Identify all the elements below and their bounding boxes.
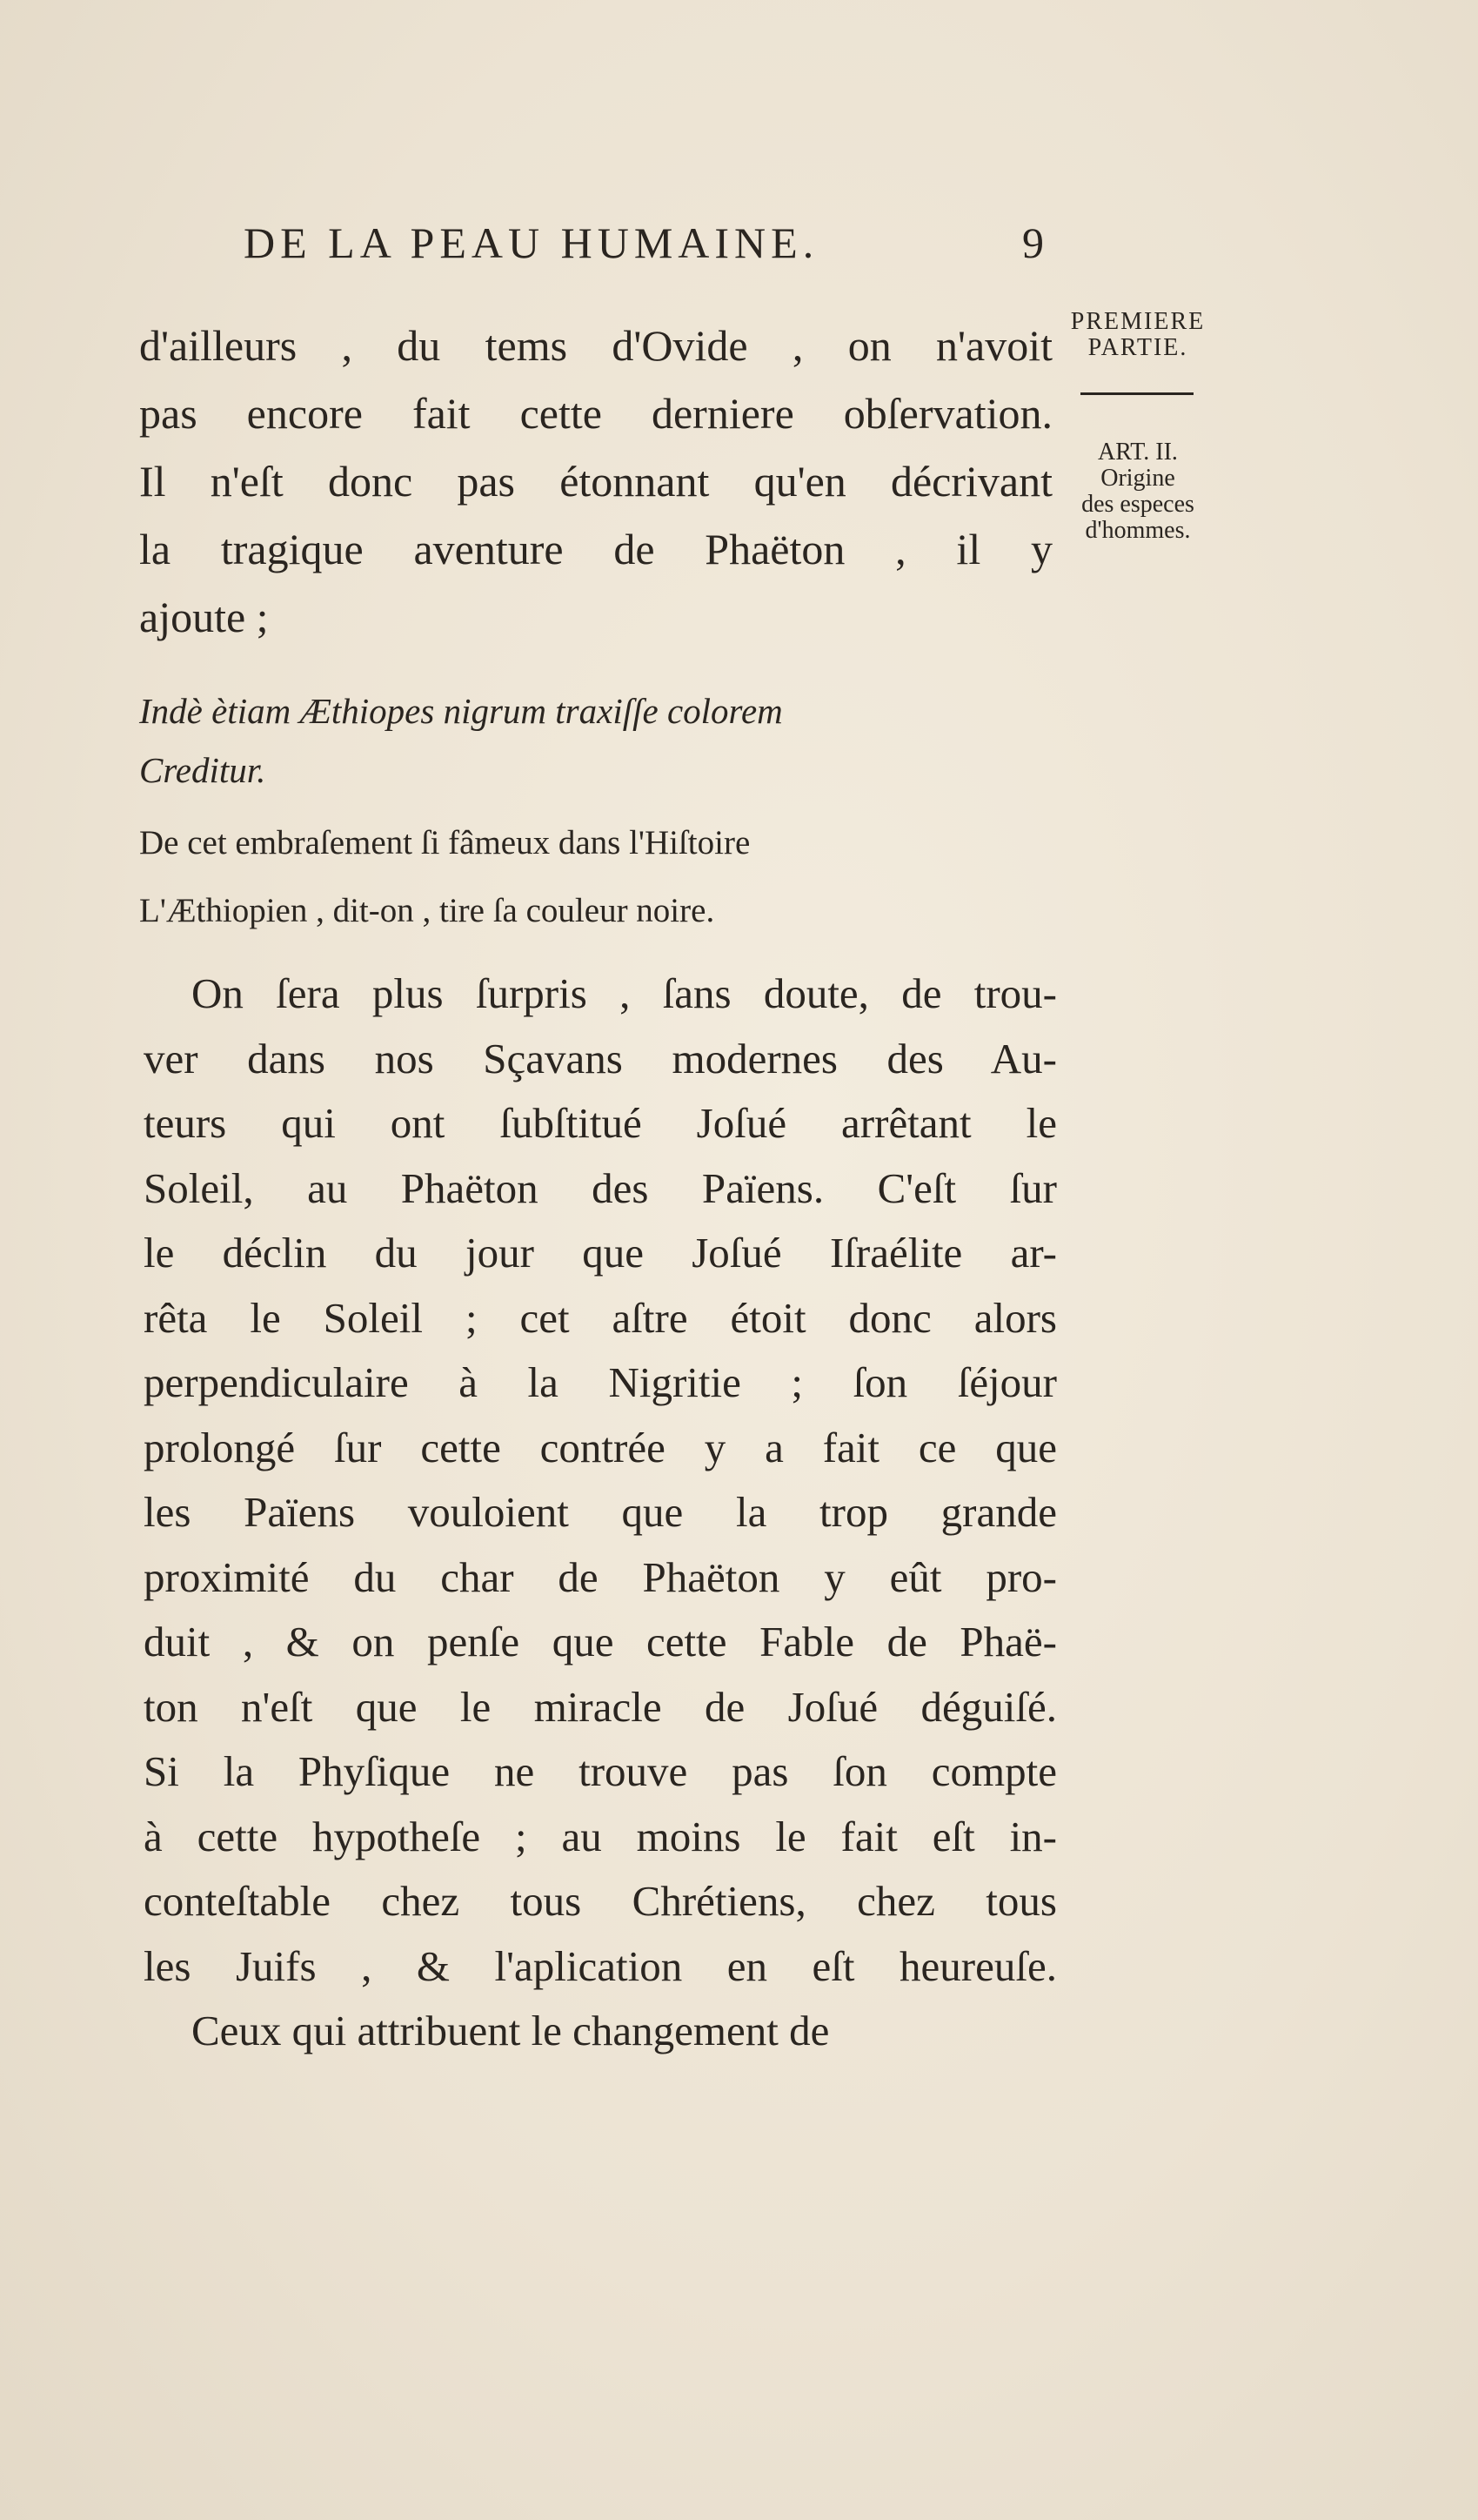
text-line: Ceux qui attribuent le changement de xyxy=(191,2007,830,2054)
margin-rule xyxy=(1080,392,1194,395)
margin-note-subject xyxy=(1068,466,1207,544)
text-line: à cette hypotheſe ; au moins le fait eſt in- xyxy=(144,1812,1057,1860)
verse-line: De cet embraſement ſi fâmeux dans l'Hiſtoire xyxy=(139,824,751,861)
text-line: proximité du char de Phaëton y eût pro- xyxy=(144,1552,1057,1601)
text-line: perpendiculaire à la Nigritie ; ſon ſéjour xyxy=(144,1358,1057,1406)
text-line: Soleil, au Phaëton des Païens. C'eſt ſur xyxy=(144,1163,1057,1212)
text-line: rêta le Soleil ; cet aſtre étoit donc alors xyxy=(144,1293,1057,1342)
text-line: duit , & on penſe que cette Fable de Phaë- xyxy=(144,1618,1057,1665)
verse-line: Creditur. xyxy=(139,750,266,790)
text-line: la tragique aventure de Phaëton , il y xyxy=(139,525,1053,573)
paragraph-1 xyxy=(139,312,1053,651)
text-line: ton n'eſt que le miracle de Joſué déguiſé. xyxy=(144,1682,1057,1731)
text-line: On ſera plus ſurpris , ſans doute, de trou- xyxy=(191,969,1057,1017)
verse-line: L'Æthiopien , dit-on , tire ſa couleur noire. xyxy=(139,892,715,929)
page-number: 9 xyxy=(1022,218,1044,267)
paragraph-2 xyxy=(144,962,1057,2064)
text-line: les Païens vouloient que la trop grande xyxy=(144,1488,1057,1536)
text-line: les Juifs , & l'aplication en eſt heureuſe. xyxy=(144,1941,1057,1990)
text-line: Il n'eſt donc pas étonnant qu'en décrivant xyxy=(139,457,1053,506)
text-line: teurs qui ont ſubſtitué Joſué arrêtant le xyxy=(144,1099,1057,1147)
text-line: pas encore fait cette derniere obſervation. xyxy=(139,389,1053,438)
text-line: Si la Phyſique ne trouve pas ſon compte xyxy=(144,1747,1057,1795)
subject-line: d'hommes. xyxy=(1085,517,1191,544)
running-header xyxy=(244,218,1044,268)
margin-note-part xyxy=(1068,309,1207,395)
text-line: d'ailleurs , du tems d'Ovide , on n'avoit xyxy=(139,321,1053,370)
verse-line: Indè ètiam Æthiopes nigrum traxiſſe colorem xyxy=(139,691,783,731)
subject-line: des especes xyxy=(1081,491,1194,518)
part-label: PREMIERE PARTIE. xyxy=(1070,308,1206,361)
text-line: ver dans nos Sçavans modernes des Au- xyxy=(144,1034,1057,1082)
text-line: conteſtable chez tous Chrétiens, chez tous xyxy=(144,1877,1057,1925)
latin-quotation xyxy=(139,681,1009,800)
french-translation xyxy=(139,809,1009,945)
margin-note-article: ART. II. xyxy=(1098,439,1178,466)
text-line: le déclin du jour que Joſué Iſraélite ar- xyxy=(144,1229,1057,1277)
subject-line: Origine xyxy=(1100,465,1175,492)
text-line: prolongé ſur cette contrée y a fait ce que xyxy=(144,1423,1057,1471)
text-line: ajoute ; xyxy=(139,593,269,641)
running-title: DE LA PEAU HUMAINE. xyxy=(244,218,819,267)
